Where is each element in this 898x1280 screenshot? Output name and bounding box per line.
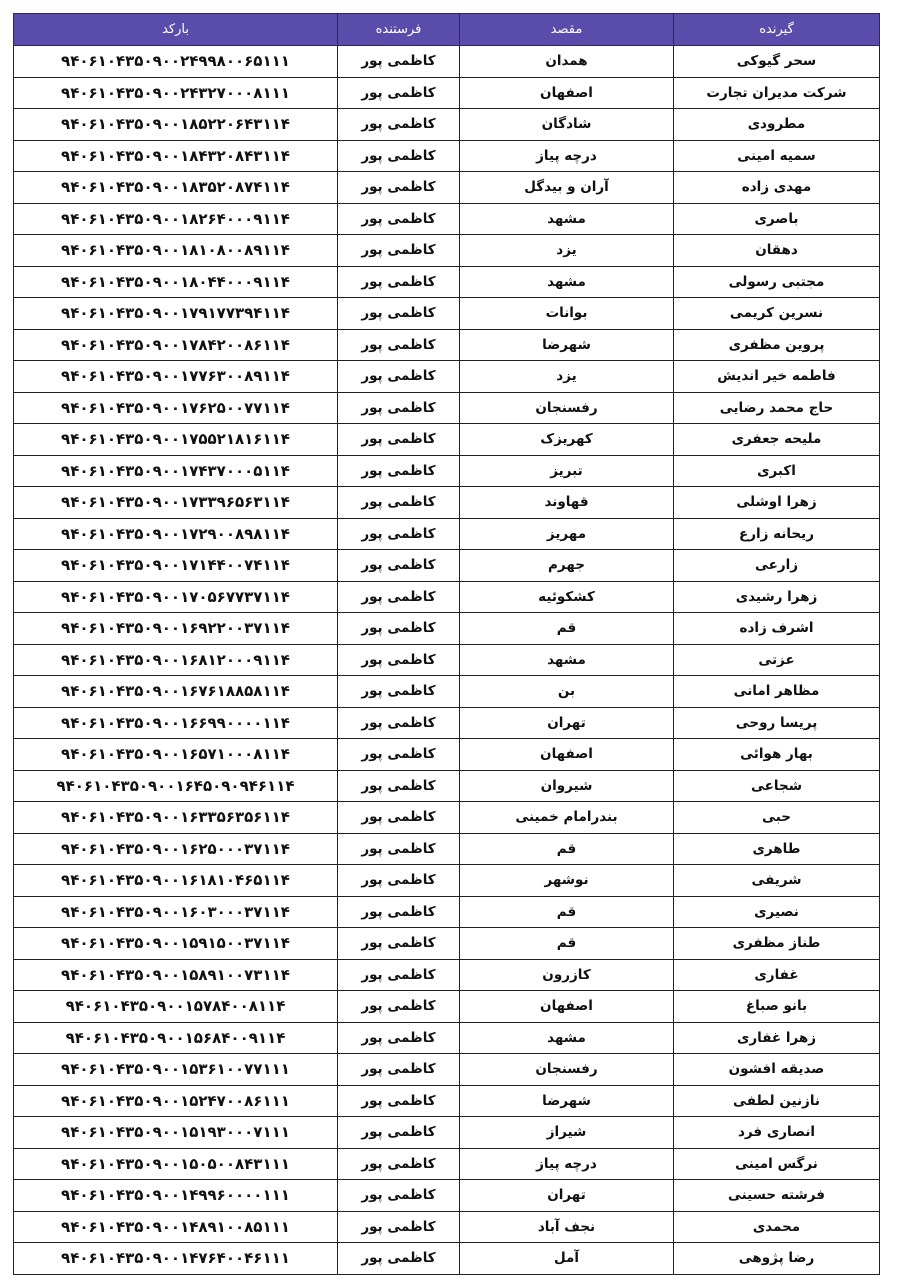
sender-cell: کاظمی پور <box>338 140 460 172</box>
destination-cell: یزد <box>460 361 674 393</box>
sender-cell: کاظمی پور <box>338 361 460 393</box>
barcode-cell: ۹۴۰۶۱۰۴۳۵۰۹۰۰۱۷۵۵۲۱۸۱۶۱۱۴ <box>14 424 338 456</box>
table-row <box>14 865 880 897</box>
barcode-cell: ۹۴۰۶۱۰۴۳۵۰۹۰۰۱۶۵۷۱۰۰۰۸۱۱۴ <box>14 739 338 771</box>
table-row <box>14 109 880 141</box>
barcode-cell: ۹۴۰۶۱۰۴۳۵۰۹۰۰۱۷۹۱۷۷۳۹۴۱۱۴ <box>14 298 338 330</box>
destination-cell: مشهد <box>460 644 674 676</box>
receiver-cell: طاهری <box>674 833 880 865</box>
receiver-cell: زهرا غفاری <box>674 1022 880 1054</box>
receiver-cell: نازنین لطفی <box>674 1085 880 1117</box>
destination-cell: شیراز <box>460 1117 674 1149</box>
receiver-cell: صدیقه افشون <box>674 1054 880 1086</box>
table-row <box>14 172 880 204</box>
sender-cell: کاظمی پور <box>338 329 460 361</box>
sender-cell: کاظمی پور <box>338 298 460 330</box>
table-row <box>14 802 880 834</box>
receiver-cell: محمدی <box>674 1211 880 1243</box>
sender-cell: کاظمی پور <box>338 833 460 865</box>
receiver-cell: باصری <box>674 203 880 235</box>
barcode-cell: ۹۴۰۶۱۰۴۳۵۰۹۰۰۱۴۸۹۱۰۰۸۵۱۱۱ <box>14 1211 338 1243</box>
destination-cell: رفسنجان <box>460 392 674 424</box>
table-row <box>14 1054 880 1086</box>
sender-cell: کاظمی پور <box>338 1022 460 1054</box>
receiver-cell: ریحانه زارع <box>674 518 880 550</box>
destination-cell: مهریز <box>460 518 674 550</box>
sender-cell: کاظمی پور <box>338 896 460 928</box>
table-row <box>14 770 880 802</box>
receiver-cell: عزتی <box>674 644 880 676</box>
destination-cell: اصفهان <box>460 77 674 109</box>
barcode-cell: ۹۴۰۶۱۰۴۳۵۰۹۰۰۱۸۱۰۸۰۰۸۹۱۱۴ <box>14 235 338 267</box>
barcode-cell: ۹۴۰۶۱۰۴۳۵۰۹۰۰۱۴۷۶۴۰۰۴۶۱۱۱ <box>14 1243 338 1275</box>
table-row <box>14 77 880 109</box>
table-row <box>14 896 880 928</box>
table-row <box>14 46 880 78</box>
sender-cell: کاظمی پور <box>338 1085 460 1117</box>
receiver-cell: شریفی <box>674 865 880 897</box>
destination-cell: کشکوئیه <box>460 581 674 613</box>
destination-cell: نجف آباد <box>460 1211 674 1243</box>
receiver-cell: طناز مظفری <box>674 928 880 960</box>
destination-cell: قم <box>460 613 674 645</box>
barcode-cell: ۹۴۰۶۱۰۴۳۵۰۹۰۰۱۶۶۹۹۰۰۰۰۱۱۴ <box>14 707 338 739</box>
receiver-cell: انصاری فرد <box>674 1117 880 1149</box>
barcode-cell: ۹۴۰۶۱۰۴۳۵۰۹۰۰۲۴۳۲۷۰۰۰۸۱۱۱ <box>14 77 338 109</box>
receiver-cell: نسرین کریمی <box>674 298 880 330</box>
receiver-cell: زهرا اوشلی <box>674 487 880 519</box>
barcode-cell: ۹۴۰۶۱۰۴۳۵۰۹۰۰۱۶۱۸۱۰۴۶۵۱۱۴ <box>14 865 338 897</box>
destination-cell: بوانات <box>460 298 674 330</box>
receiver-cell: فرشته حسینی <box>674 1180 880 1212</box>
barcode-cell: ۹۴۰۶۱۰۴۳۵۰۹۰۰۱۷۱۴۴۰۰۷۴۱۱۴ <box>14 550 338 582</box>
sender-cell: کاظمی پور <box>338 928 460 960</box>
sender-cell: کاظمی پور <box>338 235 460 267</box>
receiver-cell: نصیری <box>674 896 880 928</box>
barcode-cell: ۹۴۰۶۱۰۴۳۵۰۹۰۰۱۶۴۵۰۹۰۹۴۶۱۱۴ <box>14 770 338 802</box>
destination-cell: کازرون <box>460 959 674 991</box>
barcode-cell: ۹۴۰۶۱۰۴۳۵۰۹۰۰۱۷۷۶۳۰۰۸۹۱۱۴ <box>14 361 338 393</box>
table-row <box>14 266 880 298</box>
sender-cell: کاظمی پور <box>338 1148 460 1180</box>
destination-cell: شهرضا <box>460 1085 674 1117</box>
table-body <box>14 46 880 1275</box>
table-row <box>14 235 880 267</box>
sender-cell: کاظمی پور <box>338 518 460 550</box>
destination-cell: شادگان <box>460 109 674 141</box>
table-row <box>14 739 880 771</box>
sender-cell: کاظمی پور <box>338 1054 460 1086</box>
sender-cell: کاظمی پور <box>338 676 460 708</box>
header-row <box>14 14 880 46</box>
destination-cell: کهریزک <box>460 424 674 456</box>
table-row <box>14 518 880 550</box>
receiver-cell: زارعی <box>674 550 880 582</box>
sender-cell: کاظمی پور <box>338 770 460 802</box>
table-row <box>14 329 880 361</box>
table-row <box>14 581 880 613</box>
barcode-cell: ۹۴۰۶۱۰۴۳۵۰۹۰۰۱۴۹۹۶۰۰۰۰۱۱۱ <box>14 1180 338 1212</box>
shipment-table <box>13 13 880 1275</box>
sender-cell: کاظمی پور <box>338 1180 460 1212</box>
destination-cell: تبریز <box>460 455 674 487</box>
receiver-cell: شجاعی <box>674 770 880 802</box>
table-row <box>14 487 880 519</box>
receiver-cell: سمیه امینی <box>674 140 880 172</box>
destination-cell: تهران <box>460 707 674 739</box>
table-row <box>14 140 880 172</box>
receiver-cell: بانو صباغ <box>674 991 880 1023</box>
destination-cell: جهرم <box>460 550 674 582</box>
receiver-cell: مهدی زاده <box>674 172 880 204</box>
receiver-cell: فاطمه خیر اندیش <box>674 361 880 393</box>
destination-cell: یزد <box>460 235 674 267</box>
header-receiver: گیرنده <box>674 14 880 46</box>
sender-cell: کاظمی پور <box>338 455 460 487</box>
table-row <box>14 1148 880 1180</box>
barcode-cell: ۹۴۰۶۱۰۴۳۵۰۹۰۰۱۵۳۶۱۰۰۷۷۱۱۱ <box>14 1054 338 1086</box>
receiver-cell: دهقان <box>674 235 880 267</box>
sender-cell: کاظمی پور <box>338 392 460 424</box>
destination-cell: آمل <box>460 1243 674 1275</box>
barcode-cell: ۹۴۰۶۱۰۴۳۵۰۹۰۰۲۴۹۹۸۰۰۶۵۱۱۱ <box>14 46 338 78</box>
destination-cell: قم <box>460 928 674 960</box>
destination-cell: قهاوند <box>460 487 674 519</box>
receiver-cell: نرگس امینی <box>674 1148 880 1180</box>
receiver-cell: ملیحه جعفری <box>674 424 880 456</box>
sender-cell: کاظمی پور <box>338 959 460 991</box>
barcode-cell: ۹۴۰۶۱۰۴۳۵۰۹۰۰۱۸۴۳۲۰۸۴۳۱۱۴ <box>14 140 338 172</box>
table-row <box>14 361 880 393</box>
sender-cell: کاظمی پور <box>338 991 460 1023</box>
barcode-cell: ۹۴۰۶۱۰۴۳۵۰۹۰۰۱۵۷۸۴۰۰۸۱۱۴ <box>14 991 338 1023</box>
receiver-cell: رضا پژوهی <box>674 1243 880 1275</box>
table-row <box>14 1022 880 1054</box>
destination-cell: قم <box>460 833 674 865</box>
sender-cell: کاظمی پور <box>338 802 460 834</box>
sender-cell: کاظمی پور <box>338 550 460 582</box>
destination-cell: شیروان <box>460 770 674 802</box>
destination-cell: اصفهان <box>460 739 674 771</box>
destination-cell: همدان <box>460 46 674 78</box>
sender-cell: کاظمی پور <box>338 266 460 298</box>
receiver-cell: اکبری <box>674 455 880 487</box>
barcode-cell: ۹۴۰۶۱۰۴۳۵۰۹۰۰۱۷۸۴۲۰۰۸۶۱۱۴ <box>14 329 338 361</box>
table-row <box>14 928 880 960</box>
sender-cell: کاظمی پور <box>338 613 460 645</box>
table-row <box>14 644 880 676</box>
table-row <box>14 550 880 582</box>
barcode-cell: ۹۴۰۶۱۰۴۳۵۰۹۰۰۱۶۷۶۱۸۸۵۸۱۱۴ <box>14 676 338 708</box>
receiver-cell: اشرف زاده <box>674 613 880 645</box>
sender-cell: کاظمی پور <box>338 1243 460 1275</box>
sender-cell: کاظمی پور <box>338 1211 460 1243</box>
destination-cell: مشهد <box>460 203 674 235</box>
header-destination: مقصد <box>460 14 674 46</box>
table-row <box>14 1243 880 1275</box>
table-row <box>14 707 880 739</box>
table-row <box>14 392 880 424</box>
sender-cell: کاظمی پور <box>338 739 460 771</box>
receiver-cell: مظاهر امانی <box>674 676 880 708</box>
destination-cell: مشهد <box>460 1022 674 1054</box>
table-row <box>14 991 880 1023</box>
receiver-cell: مجتبی رسولی <box>674 266 880 298</box>
receiver-cell: پروین مظفری <box>674 329 880 361</box>
header-barcode: بارکد <box>14 14 338 46</box>
sender-cell: کاظمی پور <box>338 46 460 78</box>
receiver-cell: پریسا روحی <box>674 707 880 739</box>
destination-cell: مشهد <box>460 266 674 298</box>
barcode-cell: ۹۴۰۶۱۰۴۳۵۰۹۰۰۱۶۲۵۰۰۰۳۷۱۱۴ <box>14 833 338 865</box>
destination-cell: تهران <box>460 1180 674 1212</box>
destination-cell: آران و بیدگل <box>460 172 674 204</box>
destination-cell: قم <box>460 896 674 928</box>
destination-cell: اصفهان <box>460 991 674 1023</box>
barcode-cell: ۹۴۰۶۱۰۴۳۵۰۹۰۰۱۶۰۳۰۰۰۳۷۱۱۴ <box>14 896 338 928</box>
sender-cell: کاظمی پور <box>338 424 460 456</box>
receiver-cell: شرکت مدیران تجارت <box>674 77 880 109</box>
sender-cell: کاظمی پور <box>338 487 460 519</box>
sender-cell: کاظمی پور <box>338 644 460 676</box>
barcode-cell: ۹۴۰۶۱۰۴۳۵۰۹۰۰۱۵۹۱۵۰۰۳۷۱۱۴ <box>14 928 338 960</box>
barcode-cell: ۹۴۰۶۱۰۴۳۵۰۹۰۰۱۷۳۳۹۶۵۶۳۱۱۴ <box>14 487 338 519</box>
barcode-cell: ۹۴۰۶۱۰۴۳۵۰۹۰۰۱۷۶۲۵۰۰۷۷۱۱۴ <box>14 392 338 424</box>
receiver-cell: مطرودی <box>674 109 880 141</box>
barcode-cell: ۹۴۰۶۱۰۴۳۵۰۹۰۰۱۶۹۲۲۰۰۳۷۱۱۴ <box>14 613 338 645</box>
table-row <box>14 424 880 456</box>
table-row <box>14 203 880 235</box>
barcode-cell: ۹۴۰۶۱۰۴۳۵۰۹۰۰۱۶۸۱۲۰۰۰۹۱۱۴ <box>14 644 338 676</box>
table-row <box>14 959 880 991</box>
barcode-cell: ۹۴۰۶۱۰۴۳۵۰۹۰۰۱۸۵۲۲۰۶۴۳۱۱۴ <box>14 109 338 141</box>
barcode-cell: ۹۴۰۶۱۰۴۳۵۰۹۰۰۱۶۳۳۵۶۳۵۶۱۱۴ <box>14 802 338 834</box>
barcode-cell: ۹۴۰۶۱۰۴۳۵۰۹۰۰۱۵۰۵۰۰۸۴۳۱۱۱ <box>14 1148 338 1180</box>
sender-cell: کاظمی پور <box>338 581 460 613</box>
table-row <box>14 833 880 865</box>
table-row <box>14 455 880 487</box>
sender-cell: کاظمی پور <box>338 203 460 235</box>
barcode-cell: ۹۴۰۶۱۰۴۳۵۰۹۰۰۱۵۶۸۴۰۰۹۱۱۴ <box>14 1022 338 1054</box>
table-row <box>14 1117 880 1149</box>
destination-cell: بن <box>460 676 674 708</box>
table-row <box>14 676 880 708</box>
table-row <box>14 1211 880 1243</box>
barcode-cell: ۹۴۰۶۱۰۴۳۵۰۹۰۰۱۷۴۳۷۰۰۰۵۱۱۴ <box>14 455 338 487</box>
receiver-cell: سحر گیوکی <box>674 46 880 78</box>
header-sender: فرستنده <box>338 14 460 46</box>
destination-cell: درچه پیاز <box>460 1148 674 1180</box>
destination-cell: شهرضا <box>460 329 674 361</box>
barcode-cell: ۹۴۰۶۱۰۴۳۵۰۹۰۰۱۸۰۴۴۰۰۰۹۱۱۴ <box>14 266 338 298</box>
barcode-cell: ۹۴۰۶۱۰۴۳۵۰۹۰۰۱۷۰۵۶۷۷۳۷۱۱۴ <box>14 581 338 613</box>
receiver-cell: غفاری <box>674 959 880 991</box>
barcode-cell: ۹۴۰۶۱۰۴۳۵۰۹۰۰۱۵۱۹۳۰۰۰۷۱۱۱ <box>14 1117 338 1149</box>
sender-cell: کاظمی پور <box>338 1117 460 1149</box>
barcode-cell: ۹۴۰۶۱۰۴۳۵۰۹۰۰۱۷۲۹۰۰۸۹۸۱۱۴ <box>14 518 338 550</box>
destination-cell: بندرامام خمینی <box>460 802 674 834</box>
destination-cell: نوشهر <box>460 865 674 897</box>
sender-cell: کاظمی پور <box>338 865 460 897</box>
sender-cell: کاظمی پور <box>338 172 460 204</box>
receiver-cell: زهرا رشیدی <box>674 581 880 613</box>
barcode-cell: ۹۴۰۶۱۰۴۳۵۰۹۰۰۱۵۸۹۱۰۰۷۳۱۱۴ <box>14 959 338 991</box>
barcode-cell: ۹۴۰۶۱۰۴۳۵۰۹۰۰۱۵۲۴۷۰۰۸۶۱۱۱ <box>14 1085 338 1117</box>
receiver-cell: بهار هوائی <box>674 739 880 771</box>
destination-cell: رفسنجان <box>460 1054 674 1086</box>
sender-cell: کاظمی پور <box>338 77 460 109</box>
receiver-cell: حاج محمد رضایی <box>674 392 880 424</box>
barcode-cell: ۹۴۰۶۱۰۴۳۵۰۹۰۰۱۸۳۵۲۰۸۷۴۱۱۴ <box>14 172 338 204</box>
sender-cell: کاظمی پور <box>338 109 460 141</box>
table-row <box>14 613 880 645</box>
table-row <box>14 1180 880 1212</box>
receiver-cell: حبی <box>674 802 880 834</box>
table-row <box>14 1085 880 1117</box>
destination-cell: درچه پیاز <box>460 140 674 172</box>
barcode-cell: ۹۴۰۶۱۰۴۳۵۰۹۰۰۱۸۲۶۴۰۰۰۹۱۱۴ <box>14 203 338 235</box>
sender-cell: کاظمی پور <box>338 707 460 739</box>
table-row <box>14 298 880 330</box>
